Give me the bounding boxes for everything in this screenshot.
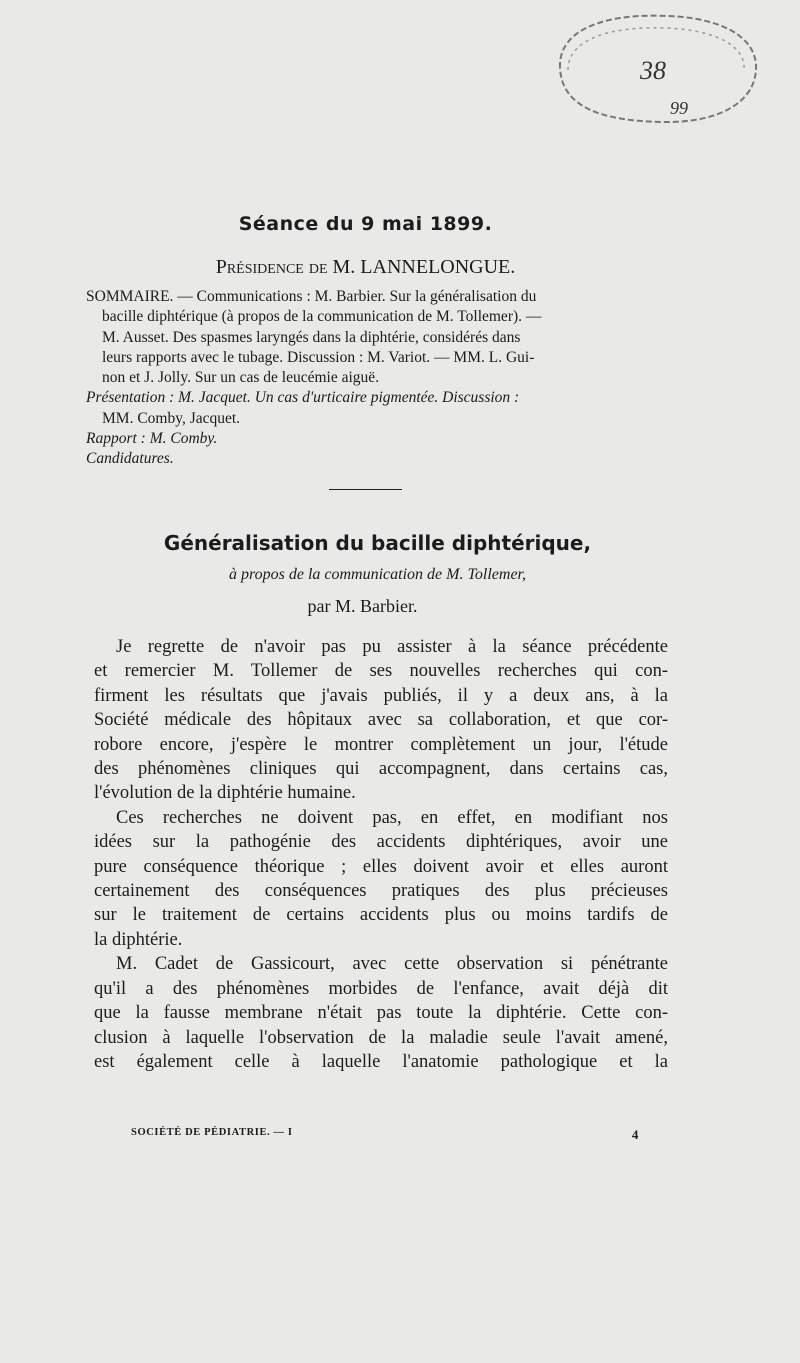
footer-signature: 4 bbox=[631, 1127, 639, 1142]
section-divider bbox=[329, 489, 402, 490]
body-line: que la fausse membrane n'était pas toute la diphtérie. Cette con- bbox=[94, 1003, 668, 1024]
presidence-name: M. LANNELONGUE. bbox=[332, 256, 516, 278]
presidence-line bbox=[0, 256, 731, 279]
body-line: idées sur la pathogénie des accidents diphtériques, avoir une bbox=[94, 832, 668, 853]
footer-running-title: SOCIÉTÉ DE PÉDIATRIE. — I bbox=[131, 1127, 293, 1138]
page-footer bbox=[131, 1127, 639, 1142]
body-line: M. Cadet de Gassicourt, avec cette observation si pénétrante bbox=[116, 954, 668, 975]
article-author: par M. Barbier. bbox=[307, 596, 418, 616]
stamp-number: 38 bbox=[640, 56, 666, 85]
body-line: qu'il a des phénomènes morbides de l'enfance, avait déjà dit bbox=[94, 978, 668, 999]
body-line: Ces recherches ne doivent pas, en effet, en modifiant nos bbox=[116, 807, 668, 828]
article-subtitle: à propos de la communication de M. Tollemer, bbox=[228, 566, 526, 583]
presidence-prefix: Présidence de bbox=[215, 256, 328, 278]
body-line: la diphtérie. bbox=[94, 929, 183, 950]
sommaire-line: MM. Comby, Jacquet. bbox=[102, 409, 241, 427]
sommaire-line: M. Ausset. Des spasmes laryngés dans la diphtérie, considérés dans bbox=[102, 328, 521, 346]
sommaire-line: non et J. Jolly. Sur un cas de leucémie aiguë. bbox=[102, 369, 380, 387]
sommaire-line: Rapport : M. Comby. bbox=[86, 430, 218, 448]
body-line: pure conséquence théorique ; elles doivent avoir et elles auront bbox=[94, 856, 668, 877]
body-line: des phénomènes cliniques qui accompagnent, dans certains cas, bbox=[94, 759, 668, 780]
body-line: certainement des conséquences pratiques des plus précieuses bbox=[94, 881, 668, 902]
body-line: et remercier M. Tollemer de ses nouvelles recherches qui con- bbox=[94, 661, 668, 682]
body-line: clusion à laquelle l'observation de la maladie seule l'avait amené, bbox=[94, 1027, 668, 1048]
sommaire-line: bacille diphtérique (à propos de la communication de M. Tollemer). — bbox=[102, 308, 542, 326]
body-line: firment les résultats que j'avais publiés, il y a deux ans, à la bbox=[94, 685, 668, 706]
library-stamp bbox=[548, 8, 763, 128]
sommaire-line: SOMMAIRE. — Communications : M. Barbier. Sur la généralisation du bbox=[86, 288, 537, 305]
body-line: l'évolution de la diphtérie humaine. bbox=[94, 783, 356, 804]
body-line: sur le traitement de certains accidents plus ou moins tardifs de bbox=[94, 905, 668, 926]
body-line: est également celle à laquelle l'anatomie pathologique et la bbox=[94, 1051, 668, 1072]
body-line: robore encore, j'espère le montrer complètement un jour, l'étude bbox=[94, 734, 668, 755]
body-line: Je regrette de n'avoir pas pu assister à la séance précédente bbox=[116, 637, 668, 657]
sommaire-line: Présentation : M. Jacquet. Un cas d'urticaire pigmentée. Discussion : bbox=[86, 389, 520, 407]
sommaire-line: Candidatures. bbox=[86, 450, 174, 468]
body-line: Société médicale des hôpitaux avec sa collaboration, et que cor- bbox=[94, 710, 668, 731]
article-title: Généralisation du bacille diphtérique, bbox=[163, 531, 592, 555]
page-title: Séance du 9 mai 1899. bbox=[238, 213, 493, 235]
article-body bbox=[94, 635, 668, 1074]
stamp-number-2: 99 bbox=[670, 98, 688, 118]
sommaire-block bbox=[86, 287, 696, 470]
sommaire-line: leurs rapports avec le tubage. Discussion : M. Variot. — MM. L. Gui- bbox=[102, 348, 535, 366]
